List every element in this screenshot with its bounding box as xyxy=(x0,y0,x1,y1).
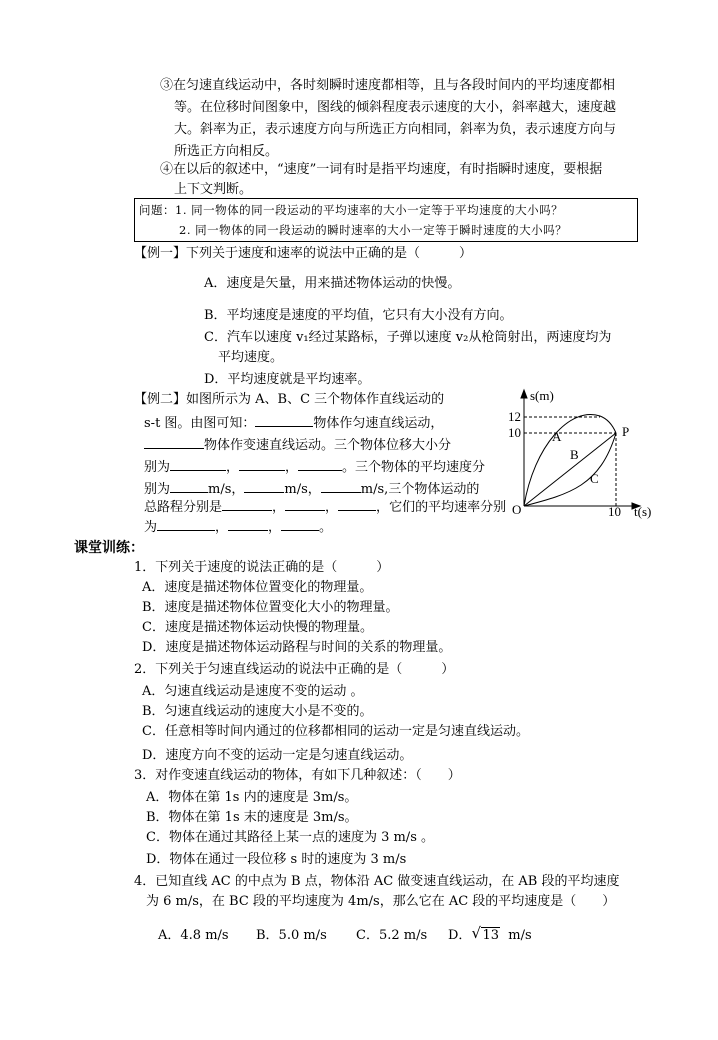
blank-uniform[interactable] xyxy=(255,412,313,427)
example2-l2-prefix: s-t 图。由图可知： xyxy=(144,416,256,431)
unit-ms: m/s, xyxy=(360,482,389,497)
blank-vel-a[interactable] xyxy=(170,478,208,493)
blank-disp-c[interactable] xyxy=(298,456,342,471)
blank-disp-a[interactable] xyxy=(170,456,226,471)
q4-option-d xyxy=(448,926,532,946)
blank-rate-c[interactable] xyxy=(281,516,319,531)
example2-l4-prefix: 别为 xyxy=(144,460,171,475)
comma: ， xyxy=(272,500,286,515)
question-box xyxy=(134,198,638,242)
q3-option-c: C．物体在通过其路径上某一点的速度为 3 m/s 。 xyxy=(146,830,434,845)
q4-option-c: C．5.2 m/s xyxy=(356,928,428,943)
q2-stem: 2．下列关于匀速直线运动的说法中正确的是（ ） xyxy=(134,662,455,677)
example2-l3-text: 物体作变速直线运动。三个物体位移大小分 xyxy=(204,438,452,453)
comma: ， xyxy=(325,500,339,515)
example2-l6-suffix: 它们的平均速率分别 xyxy=(389,500,507,515)
x-tick-10: 10 xyxy=(608,504,621,519)
sqrt-radicand: 13 xyxy=(482,928,499,943)
example1-option-d: D．平均速度就是平均速率。 xyxy=(204,372,371,387)
comma: ， xyxy=(268,520,282,535)
unit-ms: m/s， xyxy=(284,482,321,497)
blank-rate-b[interactable] xyxy=(228,516,268,531)
example1-stem: 【例一】下列关于速度和速率的说法中正确的是（ ） xyxy=(134,246,473,261)
example1-option-a: A．速度是矢量，用来描述物体运动的快慢。 xyxy=(204,276,461,291)
q4-option-d-prefix: D． xyxy=(448,928,472,943)
example2-line1: 【例二】如图所示为 A、B、C 三个物体作直线运动的 xyxy=(134,392,445,407)
example2-l6-prefix: 总路程分别是 xyxy=(144,500,223,515)
origin-label: O xyxy=(512,502,522,517)
blank-path-b[interactable] xyxy=(285,496,325,511)
blank-path-c[interactable] xyxy=(338,496,376,511)
period: 。 xyxy=(319,520,333,535)
intro-p4-line1: ④在以后的叙述中，“速度”一词有时是指平均速度，有时指瞬时速度，要根据 xyxy=(160,162,603,177)
blank-rate-a[interactable] xyxy=(157,516,215,531)
comma: ， xyxy=(376,500,390,515)
blank-vel-b[interactable] xyxy=(244,478,284,493)
q4-stem-line2: 为 6 m/s，在 BC 段的平均速度为 4m/s，那么它在 AC 段的平均速度是（ ） xyxy=(146,894,616,909)
example2-line2 xyxy=(144,412,443,434)
sqrt-expression xyxy=(471,926,500,946)
example2-line7 xyxy=(144,516,332,538)
q2-option-c: C．任意相等时间内通过的位移都相同的运动一定是匀速直线运动。 xyxy=(142,724,529,739)
sqrt-icon: √ xyxy=(471,924,481,942)
curve-b xyxy=(524,433,616,506)
q2-option-a: A．匀速直线运动是速度不变的运动 。 xyxy=(142,684,364,699)
example2-l4-suffix: 。三个物体的平均速度分 xyxy=(342,460,486,475)
q1-stem: 1．下列关于速度的说法正确的是（ ） xyxy=(134,560,390,575)
q1-option-a: A．速度是描述物体位置变化的物理量。 xyxy=(142,580,373,595)
example2-line4 xyxy=(144,456,485,478)
example1-option-c-line1: C．汽车以速度 v₁经过某路标，子弹以速度 v₂从枪筒射出，两速度均为 xyxy=(204,330,612,345)
curve-b-label: B xyxy=(570,447,579,462)
example2-l5-prefix: 别为 xyxy=(144,482,171,497)
question-2: 2. 同一物体的同一段运动的瞬时速率的大小一定等于瞬时速度的大小吗？ xyxy=(179,223,568,237)
training-title: 课堂训练： xyxy=(74,540,144,556)
intro-p3-line4: 所选正方向相反。 xyxy=(174,144,279,159)
unit-ms: m/s， xyxy=(208,482,245,497)
blank-variable[interactable] xyxy=(144,434,204,449)
example2-line6 xyxy=(144,496,506,518)
q2-option-d: D．速度方向不变的运动一定是匀速直线运动。 xyxy=(142,748,413,763)
example1-option-c-line2: 平均速度。 xyxy=(218,350,284,365)
curve-a-label: A xyxy=(552,429,562,444)
blank-disp-b[interactable] xyxy=(239,456,285,471)
q4-option-a: A．4.8 m/s xyxy=(158,928,229,943)
blank-path-a[interactable] xyxy=(222,496,272,511)
y-tick-12: 12 xyxy=(508,409,521,424)
q1-option-d: D．速度是描述物体运动路程与时间的关系的物理量。 xyxy=(142,640,452,655)
q3-option-d: D．物体在通过一段位移 s 时的速度为 3 m/s xyxy=(146,852,407,867)
q1-option-b: B．速度是描述物体位置变化大小的物理量。 xyxy=(142,600,399,615)
q2-option-b: B．匀速直线运动的速度大小是不变的。 xyxy=(142,704,373,719)
question-1: 问题：1. 同一物体的同一段运动的平均速率的大小一定等于平均速度的大小吗？ xyxy=(139,203,564,217)
intro-p3-line2: 等。在位移时间图象中，图线的倾斜程度表示速度的大小，斜率越大，速度越 xyxy=(174,100,617,115)
intro-p4-line2: 上下文判断。 xyxy=(174,182,253,197)
q3-option-b: B．物体在第 1s 末的速度是 3m/s。 xyxy=(146,810,358,825)
example2-l5-suffix: 三个物体运动的 xyxy=(388,482,480,497)
y-axis-arrow xyxy=(521,390,527,398)
comma: ， xyxy=(215,520,229,535)
comma: ， xyxy=(285,460,299,475)
y-tick-10: 10 xyxy=(508,425,521,440)
intro-p3-line1: ③在匀速直线运动中，各时刻瞬时速度都相等，且与各段时间内的平均速度都相 xyxy=(160,78,616,93)
st-graph xyxy=(500,386,660,522)
curve-c-label: C xyxy=(590,471,599,486)
q4-option-b: B．5.0 m/s xyxy=(256,928,327,943)
comma: ， xyxy=(226,460,240,475)
q4-option-d-unit: m/s xyxy=(508,928,532,943)
example1-option-b: B．平均速度是速度的平均值，它只有大小没有方向。 xyxy=(204,308,513,323)
y-axis-label: s(m) xyxy=(530,388,554,403)
example2-l2-suffix: 物体作匀速直线运动， xyxy=(313,416,444,431)
blank-vel-c[interactable] xyxy=(321,478,361,493)
x-axis-label: t(s) xyxy=(634,504,652,519)
example2-l7-prefix: 为 xyxy=(144,520,158,535)
example2-line3 xyxy=(144,434,451,456)
point-p-label: P xyxy=(622,424,630,439)
q1-option-c: C．速度是描述物体运动快慢的物理量。 xyxy=(142,620,373,635)
intro-p3-line3: 大。斜率为正，表示速度方向与所选正方向相同，斜率为负，表示速度方向与 xyxy=(174,122,617,137)
q3-stem: 3．对作变速直线运动的物体，有如下几种叙述：（ ） xyxy=(134,768,461,783)
q3-option-a: A．物体在第 1s 内的速度是 3m/s。 xyxy=(146,790,358,805)
q4-stem-line1: 4．已知直线 AC 的中点为 B 点，物体沿 AC 做变速直线运动，在 AB 段的平均速度 xyxy=(134,874,620,889)
